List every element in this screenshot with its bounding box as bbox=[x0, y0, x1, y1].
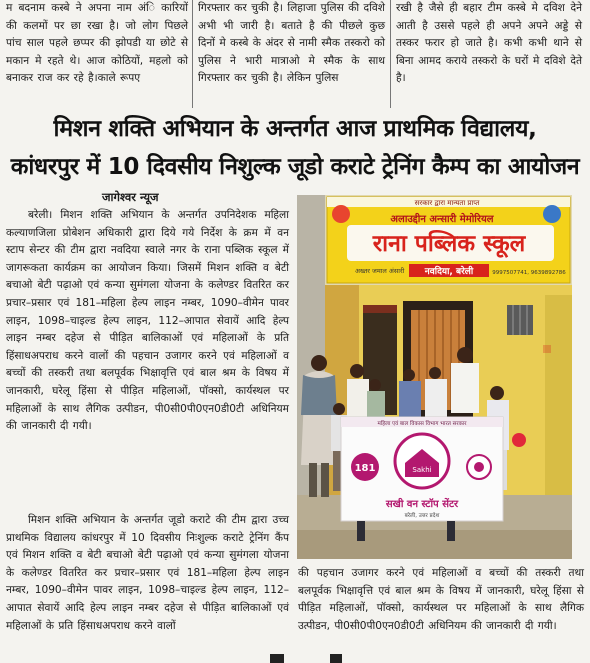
sign-left-name: अख्तर जमाल अंसारी bbox=[355, 267, 405, 275]
column-rule-1 bbox=[192, 0, 193, 108]
banner-place: बरेली, उत्तर प्रदेश bbox=[404, 513, 440, 519]
sign-logo-left-icon bbox=[332, 205, 350, 223]
headline-line-2: कांधरपुर में 10 दिवसीय निशुल्क जूडो कराटे ट्रेनिंग कैम्प का आयोजन bbox=[10, 154, 580, 180]
column-rule-2 bbox=[390, 0, 391, 108]
article-body-bottom bbox=[6, 512, 289, 635]
headline-line-1: मिशन शक्ति अभियान के अन्तर्गत आज प्राथमिक विद्यालय, bbox=[53, 116, 537, 142]
banner-title: सखी वन स्टॉप सेंटर bbox=[385, 499, 459, 510]
banner-badge: 181 bbox=[354, 463, 376, 474]
sign-logo-right-icon bbox=[543, 205, 561, 223]
top-column-3-text: रखी है जैसे ही बहार टीम कस्बे मे दविश देने आती है उससे पहले ही अपने अपने अड्डे से तस्कर फरार हो जाते है। कभी कभी थाने से बिना आमद कराये तस्करो के घरों मे दविशे देते है। bbox=[396, 2, 582, 85]
sign-memorial-text: अलाउद्दीन अन्सारी मेमोरियल bbox=[390, 214, 494, 225]
top-column-3 bbox=[396, 0, 582, 88]
article-body-left bbox=[6, 207, 289, 436]
news-photo bbox=[297, 195, 572, 559]
sign-top-text: सरकार द्वारा मान्यता प्राप्त bbox=[414, 199, 480, 207]
byline: जागेश्वर न्यूज bbox=[102, 190, 159, 204]
top-column-2-text: गिरफ्तार कर चुकी है। लिहाजा पुलिस की दविशे अभी भी जारी है। बताते है की पीछले कुछ दिनों मे कस्बे के अंदर से नामी स्मैक तस्करो को पुलिस ने भारी मात्राओ मे स्मैक के साथ गिरफ्तार कर चुकी है। लेकिन पुलिस bbox=[198, 2, 385, 85]
top-column-1-text: म बदनाम कस्बे ने अपना नाम अंि कारियों की कलमों पर छा रखा है। जो लोग पिछले पांच साल पहले छप्पर की झोपडी या छोटे से मकान मे रहते थे। आज कोठियों, महलो को बनाकर राज कर रहे है।काले रूपए bbox=[6, 2, 188, 85]
top-column-1 bbox=[6, 0, 188, 88]
article-body-right bbox=[298, 565, 584, 635]
balloon-icon bbox=[512, 433, 526, 447]
article-paragraph-3: की पहचान उजागर करने एवं महिलाओं व बच्चों की तस्करी तथा बलपूर्वक भिक्षावृत्ति एवं बाल श्रम के विषय में जानकारी, घरेलू हिंसा से पीड़ित महिलाओं, पॉक्सो, कार्यस्थल पर महिलाओं के साथ लैगिक उत्पीडन, पी0सी0पी0एन0डी0टी अधिनियम की जानकारी दी गयी। bbox=[298, 567, 584, 632]
banner-top-text: महिला एवं बाल विकास विभाग भारत सरकार bbox=[377, 421, 467, 427]
sign-phone-text: 9997507741, 9639892786 bbox=[492, 270, 566, 276]
banner-center-text: Sakhi bbox=[412, 466, 432, 474]
sakhi-banner bbox=[341, 417, 503, 521]
sign-place-text: नवदिया, बरेली bbox=[424, 267, 474, 277]
top-column-2 bbox=[198, 0, 385, 88]
article-paragraph-1: बरेली। मिशन शक्ति अभियान के अन्तर्गत उपनिदेशक महिला कल्याणजिला प्रोबेशन अधिकारी द्वारा दिये गये निर्देश के क्रम में वन स्टाप सेन्टर की टीम द्वारा नवदिया स्वाले नगर के राना पब्लिक स्कूल में जागरूकता कार्यक्रम का आयोजन किया। जिसमें मिशन शक्ति व बेटी बचाओ बेटी पढ़ाओ एवं कन्या सुमंगला योजना के कलेण्डर वितरित कर प्रचार–प्रसार एवं 181–महिला हेल्प लाइन नम्बर, 1090–वीमेन पावर लाइन, 1098–चाइल्ड हेल्प लाइन, 112–आपात सेवायें आदि हेल्प लाइन नम्बर दहेज से पीड़ित बालिकाओं एवं महिलाओं के प्रति हिंसाधअपराध करने वालों की पहचान उजागर करने एवं महिलाओं व बच्चों की तस्करी तथा बलपूर्वक भिक्षावृत्ति एवं बाल श्रम के विषय में जानकारी, घरेलू हिंसा से पीड़ित महिलाओं, पॉक्सो, कार्यस्थल पर महिलाओं के साथ लैगिक उत्पीडन, पी0सी0पी0एन0डी0टी अधिनियम की जानकारी दी गयी। bbox=[6, 209, 289, 433]
next-article-edge bbox=[0, 652, 590, 663]
article-paragraph-2: मिशन शक्ति अभियान के अन्तर्गत जूडो कराटे की टीम द्वारा उच्च प्राथमिक विद्यालय कांधरपुर में 10 दिवसीय निःशुल्क कराटे ट्रेनिंग कैंप एवं मिशन शक्ति व बेटी बचाओ बेटी पढ़ाओ एवं कन्या सुमंगला योजना के कलेण्डर वितरित कर प्रचार–प्रसार एवं 181–महिला हेल्प लाइन नम्बर, 1090–वीमेन पावर लाइन, 1098–चाइल्ड हेल्प लाइन, 112–आपात सेवायें आदि हेल्प लाइन नम्बर दहेज से पीड़ित बालिकाओं एवं महिलाओं के प्रति हिंसाधअपराध करने वालों bbox=[6, 514, 289, 632]
sign-school-name: राना पब्लिक स्कूल bbox=[372, 231, 526, 257]
